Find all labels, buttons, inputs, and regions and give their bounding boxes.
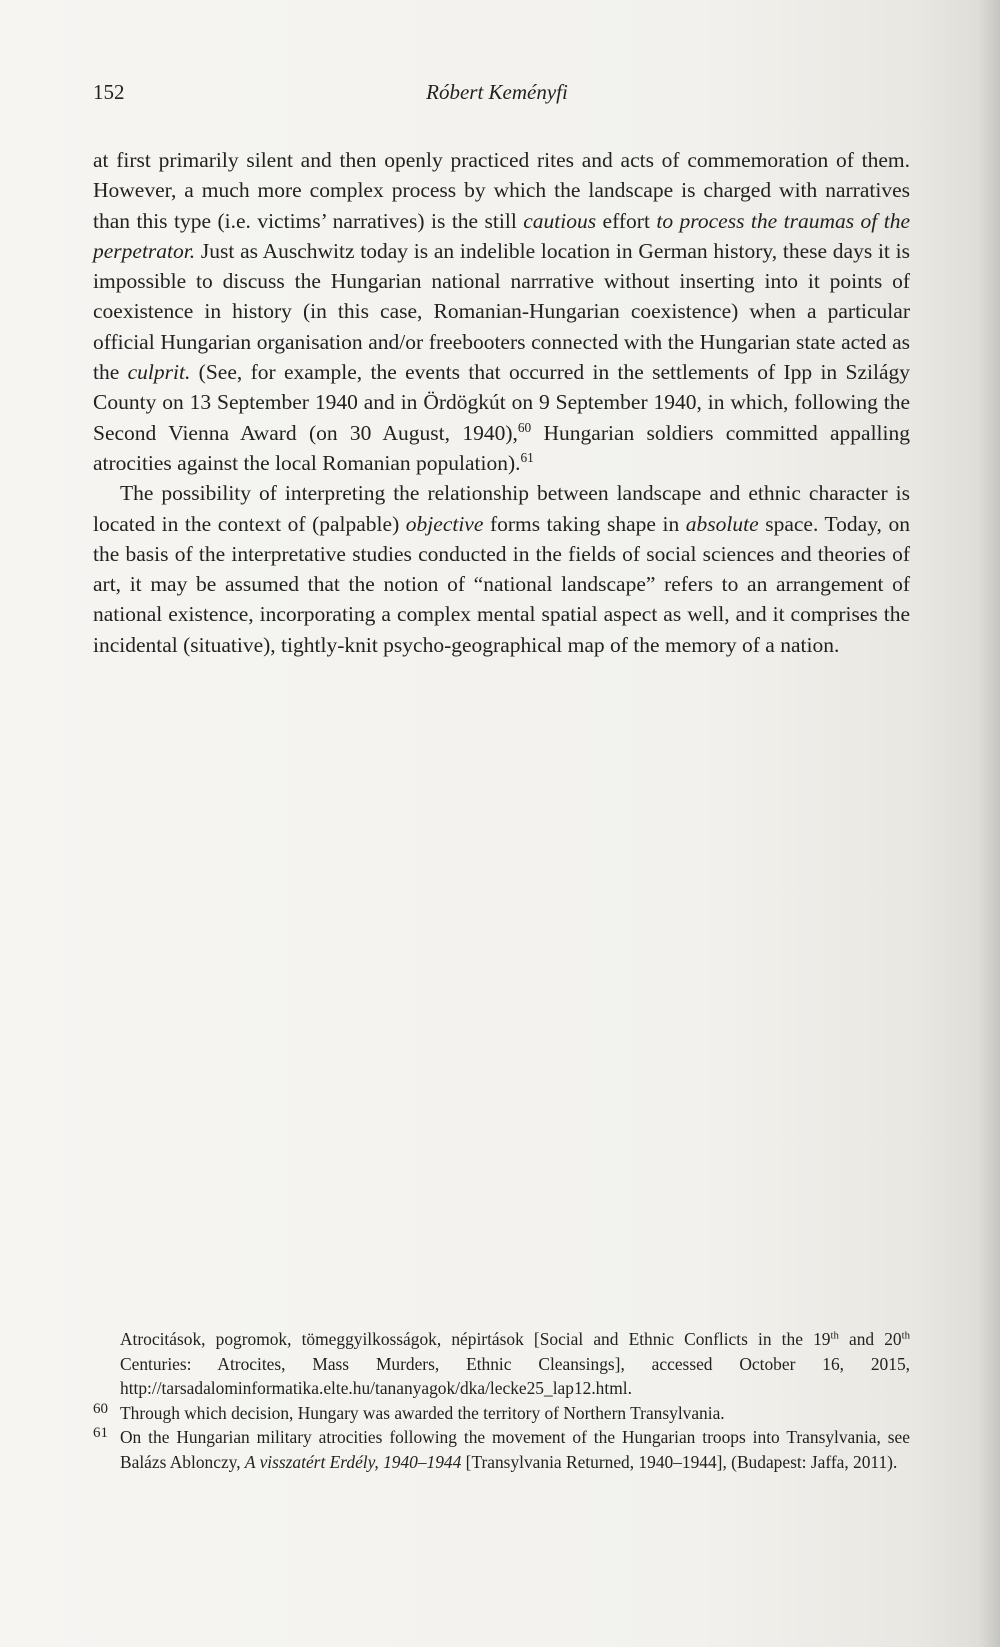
text-run: The possibility of interpreting the relationship between landscape and ethnic character is located in the context of (palpable) <box>93 481 910 536</box>
body-text <box>93 145 910 660</box>
paragraph-1 <box>93 145 910 478</box>
text-run: Hungarian soldiers committed appalling atrocities against the local Romanian population). <box>93 420 911 475</box>
text-run: (See, for example, the events that occurred in the settlements of Ipp in Szilágy County on 13 September 1940 and in Ördögkút on 9 September 1940, in which, following the Second Vienna Award (on 30 August, 1940), <box>93 360 910 445</box>
italic-run: to process the traumas of the perpetrator. <box>93 208 910 263</box>
paragraph-2 <box>93 478 910 660</box>
footnote-60 <box>93 1401 910 1426</box>
italic-run: A visszatért Erdély, 1940–1944 <box>244 1451 462 1472</box>
text-run: Just as Auschwitz today is an indelible location in German history, these days it is impossible to discuss the Hungarian national narrrative without inserting into it points of coexistence in history (in this case, Romanian-Hungarian coexistence) when a particular official Hungarian organisation and/or freebooters connected with the Hungarian state acted as the <box>93 238 910 385</box>
italic-run: culprit. <box>127 360 191 385</box>
footnote-continued <box>93 1327 910 1401</box>
running-head-author: Róbert Keményfi <box>426 80 568 104</box>
footnote-number: 61 <box>93 1425 108 1441</box>
page-number: 152 <box>93 80 125 104</box>
text-run: Atrocitások, pogromok, tömeggyilkosságok, népirtások [Social and Ethnic Conflicts in the 19 <box>120 1329 831 1349</box>
footnote-number: 60 <box>93 1400 108 1417</box>
page-header <box>93 80 901 110</box>
footnotes <box>93 1327 910 1474</box>
text-run: effort <box>596 208 657 233</box>
superscript: th <box>901 1329 911 1342</box>
text-run: Centuries: Atrocites, Mass Murders, Ethnic Cleansings], accessed October 16, 2015, http://tarsadalominformatika.elte.hu/tananyagok/dka/lecke25_lap12.html. <box>120 1353 910 1398</box>
text-run: forms taking shape in <box>483 511 686 536</box>
footnote-61 <box>93 1425 910 1474</box>
italic-run: objective <box>405 511 484 536</box>
text-run: at first primarily silent and then openly practiced rites and acts of commemoration of them. However, a much more complex process by which the landscape is charged with narratives than this type (i.e. victims’ narratives) is the still <box>93 148 910 233</box>
text-run: On the Hungarian military atrocities following the movement of the Hungarian troops into Transylvania, see Balázs Ablonczy, <box>120 1427 910 1472</box>
text-run: [Transylvania Returned, 1940–1944], (Budapest: Jaffa, 2011). <box>461 1451 898 1472</box>
text-run: and 20 <box>838 1329 902 1349</box>
footnote-text: Through which decision, Hungary was awarded the territory of Northern Transylvania. <box>120 1402 725 1423</box>
footnote-ref-60[interactable]: 60 <box>517 419 532 435</box>
italic-run: absolute <box>685 511 759 536</box>
superscript: th <box>830 1329 839 1342</box>
text-run: space. Today, on the basis of the interpretative studies conducted in the fields of social sciences and theories of art, it may be assumed that the notion of “national landscape” refers to an arrangement of national existence, incorporating a complex mental spatial aspect as well, and it comprises the incidental (situative), tightly-knit psycho-geographical map of the memory of a nation. <box>93 511 910 657</box>
footnote-ref-61[interactable]: 61 <box>520 449 534 465</box>
italic-run: cautious <box>523 208 597 233</box>
